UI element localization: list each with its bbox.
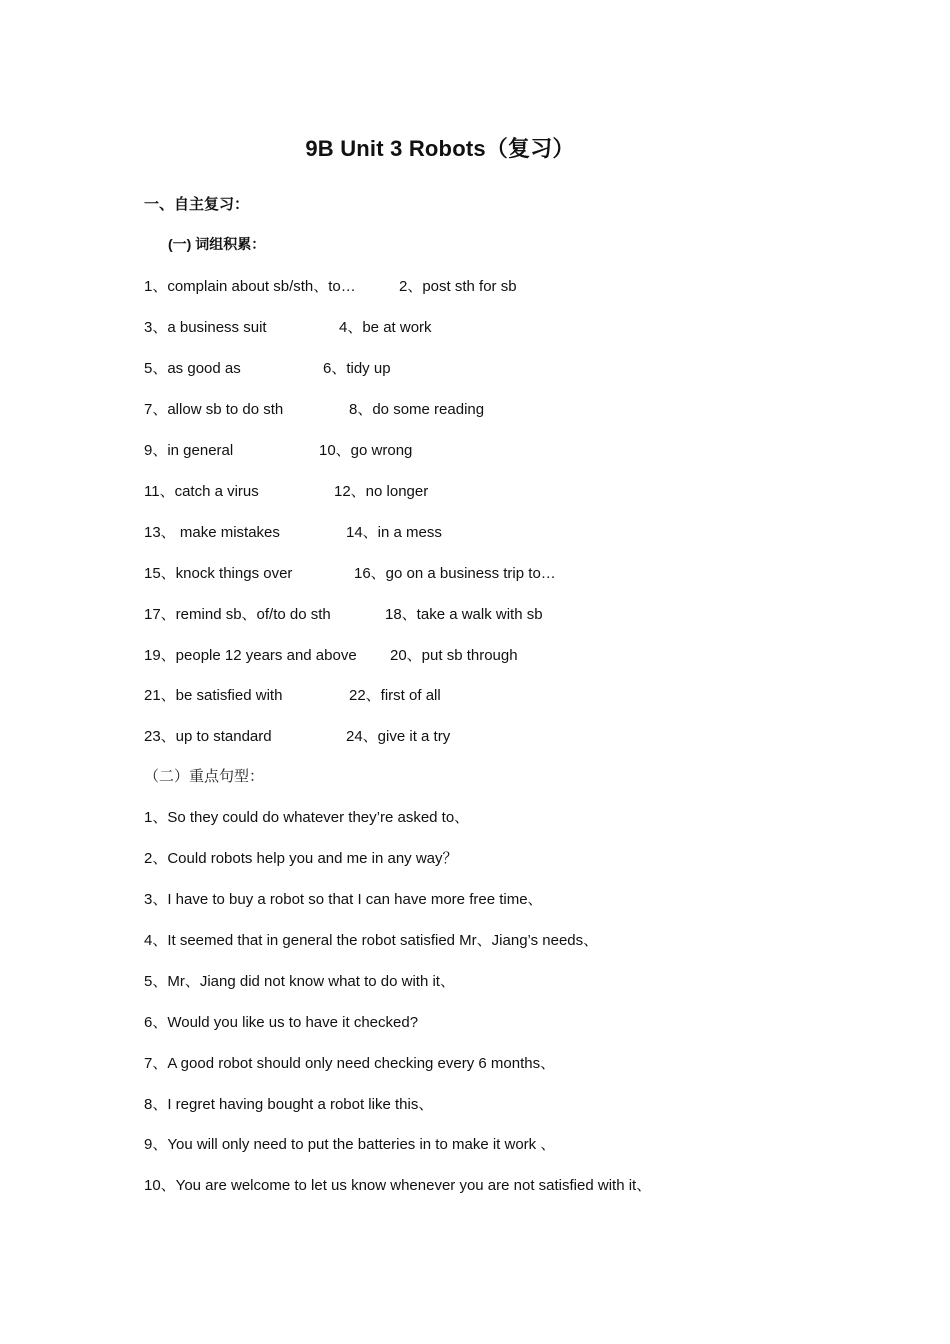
phrase-item: 13、 make mistakes (144, 524, 280, 541)
sentence-item: 7、A good robot should only need checking every 6 months、 (144, 1055, 556, 1072)
phrase-item: 15、knock things over (144, 565, 293, 582)
phrase-item: 3、a business suit (144, 319, 267, 336)
phrase-item: 24、give it a try (346, 728, 451, 745)
phrase-item: 7、allow sb to do sth (144, 401, 284, 418)
sentence-item: 8、I regret having bought a robot like this、 (144, 1096, 434, 1113)
sentence-item: 6、Would you like us to have it checked? (144, 1014, 419, 1031)
phrase-item: 1、complain about sb/sth、to… (144, 278, 356, 295)
document-title: 9B Unit 3 Robots（复习） (305, 136, 575, 161)
sentence-item: 4、It seemed that in general the robot satisfied Mr、Jiang’s needs、 (144, 932, 599, 949)
phrase-item: 2、post sth for sb (399, 278, 517, 295)
phrase-item: 19、people 12 years and above (144, 647, 357, 664)
phrase-item: 9、in general (144, 442, 234, 459)
sentence-item: 1、So they could do whatever they’re asked to、 (144, 809, 470, 826)
sentence-item: 10、You are welcome to let us know whenever you are not satisfied with it、 (144, 1177, 652, 1194)
sentence-item: 5、Mr、Jiang did not know what to do with it、 (144, 973, 455, 990)
phrase-item: 23、up to standard (144, 728, 272, 745)
section-heading-self-review: 一、自主复习： (144, 196, 250, 213)
sentence-item: 2、Could robots help you and me in any way？ (144, 850, 458, 867)
sentences-heading: （二）重点句型： (144, 767, 265, 785)
phrase-item: 16、go on a business trip to… (354, 565, 556, 582)
phrase-item: 12、no longer (334, 483, 429, 500)
phrase-item: 17、remind sb、of/to do sth (144, 606, 331, 623)
phrases-heading: (一) 词组积累： (168, 236, 266, 252)
sentence-item: 9、You will only need to put the batteries in to make it work 、 (144, 1136, 556, 1153)
phrase-item: 22、first of all (349, 687, 441, 704)
sentence-item: 3、I have to buy a robot so that I can have more free time、 (144, 891, 543, 908)
phrase-item: 4、be at work (339, 319, 432, 336)
phrase-item: 5、as good as (144, 360, 241, 377)
phrase-item: 21、be satisfied with (144, 687, 283, 704)
phrase-item: 10、go wrong (319, 442, 413, 459)
phrase-item: 8、do some reading (349, 401, 485, 418)
phrase-item: 18、take a walk with sb (385, 606, 543, 623)
phrase-item: 11、catch a virus (144, 483, 259, 500)
phrase-item: 6、tidy up (323, 360, 391, 377)
phrase-item: 20、put sb through (390, 647, 518, 664)
phrase-item: 14、in a mess (346, 524, 442, 541)
